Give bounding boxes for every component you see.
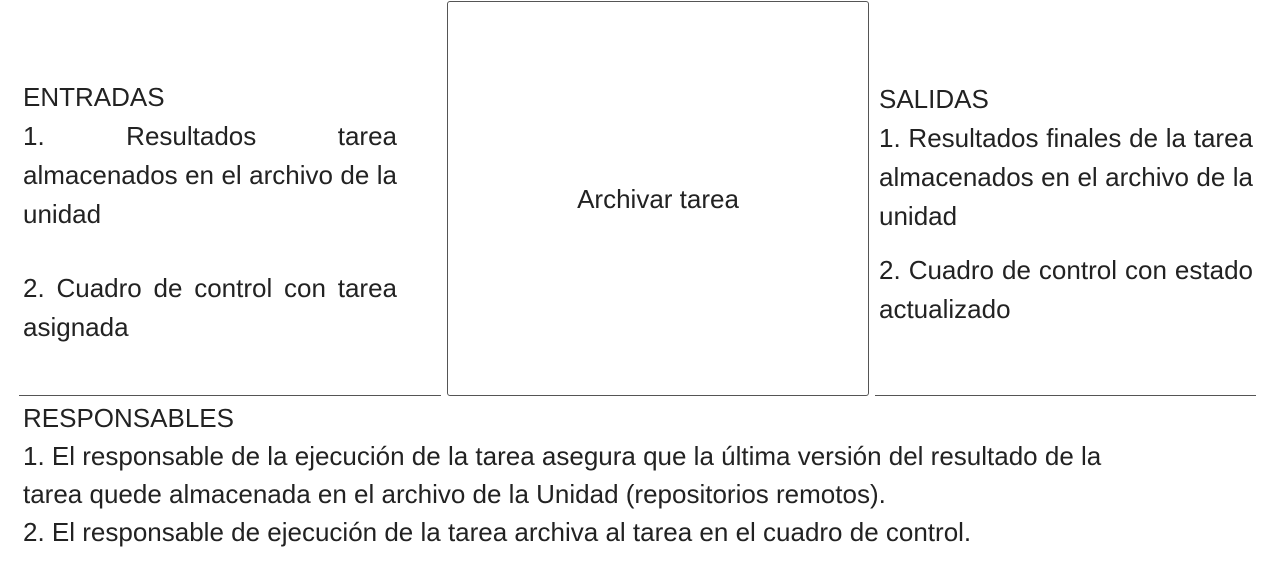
- responsables-line: tarea quede almacenada en el archivo de la Unidad (repositorios remotos).: [23, 479, 886, 509]
- responsables-line: 1. El responsable de la ejecución de la tarea asegura que la última versión del resultado de la: [23, 441, 1102, 471]
- responsables-line: 2. El responsable de ejecución de la tarea archiva al tarea en el cuadro de control.: [23, 517, 972, 547]
- outputs-divider: [875, 395, 1256, 396]
- responsables-section: [23, 399, 1263, 551]
- input-item: 2. Cuadro de control con tarea asignada: [23, 273, 397, 342]
- responsables-heading: RESPONSABLES: [23, 403, 234, 433]
- input-item: 1. Resultados tarea almacenados en el archivo de la unidad: [23, 121, 397, 229]
- output-item: 2. Cuadro de control con estado actualizado: [879, 255, 1253, 324]
- outputs-heading: SALIDAS: [879, 84, 989, 114]
- inputs-divider: [19, 395, 441, 396]
- outputs-panel: [879, 80, 1253, 329]
- output-item: 1. Resultados finales de la tarea almacenados en el archivo de la unidad: [879, 123, 1253, 231]
- process-label: Archivar tarea: [577, 184, 739, 214]
- process-box: [447, 1, 869, 396]
- inputs-heading: ENTRADAS: [23, 82, 165, 112]
- inputs-panel: [23, 78, 397, 347]
